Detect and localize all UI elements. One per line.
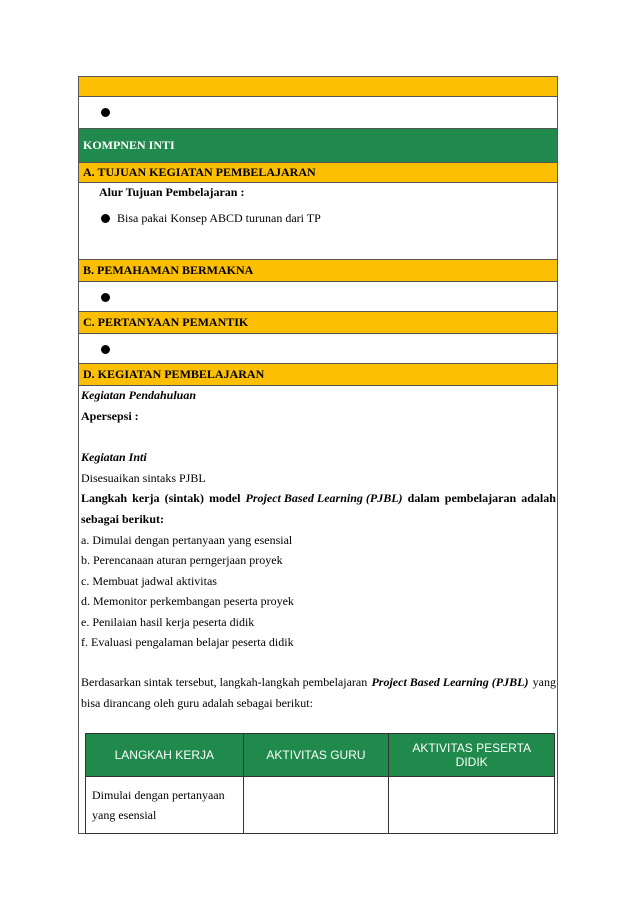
table-cell bbox=[389, 777, 555, 834]
table-cell: Dimulai dengan pertanyaan yang esensial bbox=[86, 777, 244, 834]
model-word: model bbox=[209, 491, 241, 505]
section-d-header bbox=[79, 364, 557, 386]
section-c-title: C. PERTANYAAN PEMANTIK bbox=[83, 315, 249, 329]
kegiatan-pendahuluan: Kegiatan Pendahuluan bbox=[81, 388, 197, 402]
langkah-kerja-line bbox=[81, 491, 556, 506]
kerja-word: kerja bbox=[132, 491, 160, 505]
step-item: e. Penilaian hasil kerja peserta didik bbox=[81, 615, 255, 629]
section-b-body bbox=[79, 282, 557, 312]
step-item: b. Perencanaan aturan perngerjaan proyek bbox=[81, 553, 283, 567]
section-a-title: A. TUJUAN KEGIATAN PEMBELAJARAN bbox=[83, 165, 316, 179]
langkah-word: Langkah bbox=[81, 491, 128, 505]
dalam-word: dalam bbox=[407, 491, 440, 505]
section-c-body bbox=[79, 334, 557, 364]
section-c-header bbox=[79, 312, 557, 334]
step-item: c. Membuat jadwal aktivitas bbox=[81, 574, 217, 588]
alur-tujuan-label: Alur Tujuan Pembelajaran : bbox=[99, 185, 245, 199]
yang-word: yang bbox=[532, 675, 556, 689]
sintaks-text: Disesuaikan sintaks PJBL bbox=[81, 471, 206, 485]
berdasarkan-line bbox=[81, 675, 556, 690]
langkah-table bbox=[85, 733, 555, 834]
pembelajaran-word: pembelajaran bbox=[444, 491, 517, 505]
tujuan-bullet-text: Bisa pakai Konsep ABCD turunan dari TP bbox=[117, 211, 321, 225]
header-aktivitas-guru: AKTIVITAS GURU bbox=[243, 734, 389, 777]
section-a-header bbox=[79, 163, 557, 183]
table-row bbox=[86, 777, 555, 834]
apersepsi-label: Apersepsi : bbox=[81, 409, 139, 423]
bullet-icon bbox=[101, 214, 110, 223]
sintak-word: (sintak) bbox=[164, 491, 204, 505]
berdasarkan-text: Berdasarkan sintak tersebut, langkah-langkah pembelajaran bbox=[81, 675, 368, 689]
header-langkah-kerja: LANGKAH KERJA bbox=[86, 734, 244, 777]
sebagai-berikut: sebagai berikut: bbox=[81, 512, 165, 526]
kegiatan-inti: Kegiatan Inti bbox=[81, 450, 147, 464]
empty-bullet-row bbox=[79, 97, 557, 129]
section-d-title: D. KEGIATAN PEMBELAJARAN bbox=[83, 367, 265, 381]
section-a-body bbox=[79, 183, 557, 260]
komponen-inti-header bbox=[79, 129, 557, 163]
pjbl-term-2: Project Based Learning (PJBL) bbox=[371, 675, 529, 689]
pjbl-term: Project Based Learning (PJBL) bbox=[245, 491, 403, 505]
step-item: f. Evaluasi pengalaman belajar peserta didik bbox=[81, 635, 294, 649]
header-aktivitas-peserta: AKTIVITAS PESERTA DIDIK bbox=[389, 734, 555, 777]
top-yellow-bar bbox=[79, 77, 557, 97]
komponen-inti-label: KOMPNEN INTI bbox=[83, 138, 175, 152]
bullet-icon bbox=[101, 345, 110, 354]
bullet-icon bbox=[101, 108, 110, 117]
section-b-title: B. PEMAHAMAN BERMAKNA bbox=[83, 263, 254, 277]
berdasarkan-line-2: bisa dirancang oleh guru adalah sebagai berikut: bbox=[81, 696, 313, 710]
step-item: a. Dimulai dengan pertanyaan yang esensial bbox=[81, 533, 293, 547]
step-item: d. Memonitor perkembangan peserta proyek bbox=[81, 594, 294, 608]
table-header-row bbox=[86, 734, 555, 777]
table-cell bbox=[243, 777, 389, 834]
bullet-icon bbox=[101, 293, 110, 302]
adalah-word: adalah bbox=[521, 491, 556, 505]
section-b-header bbox=[79, 260, 557, 282]
